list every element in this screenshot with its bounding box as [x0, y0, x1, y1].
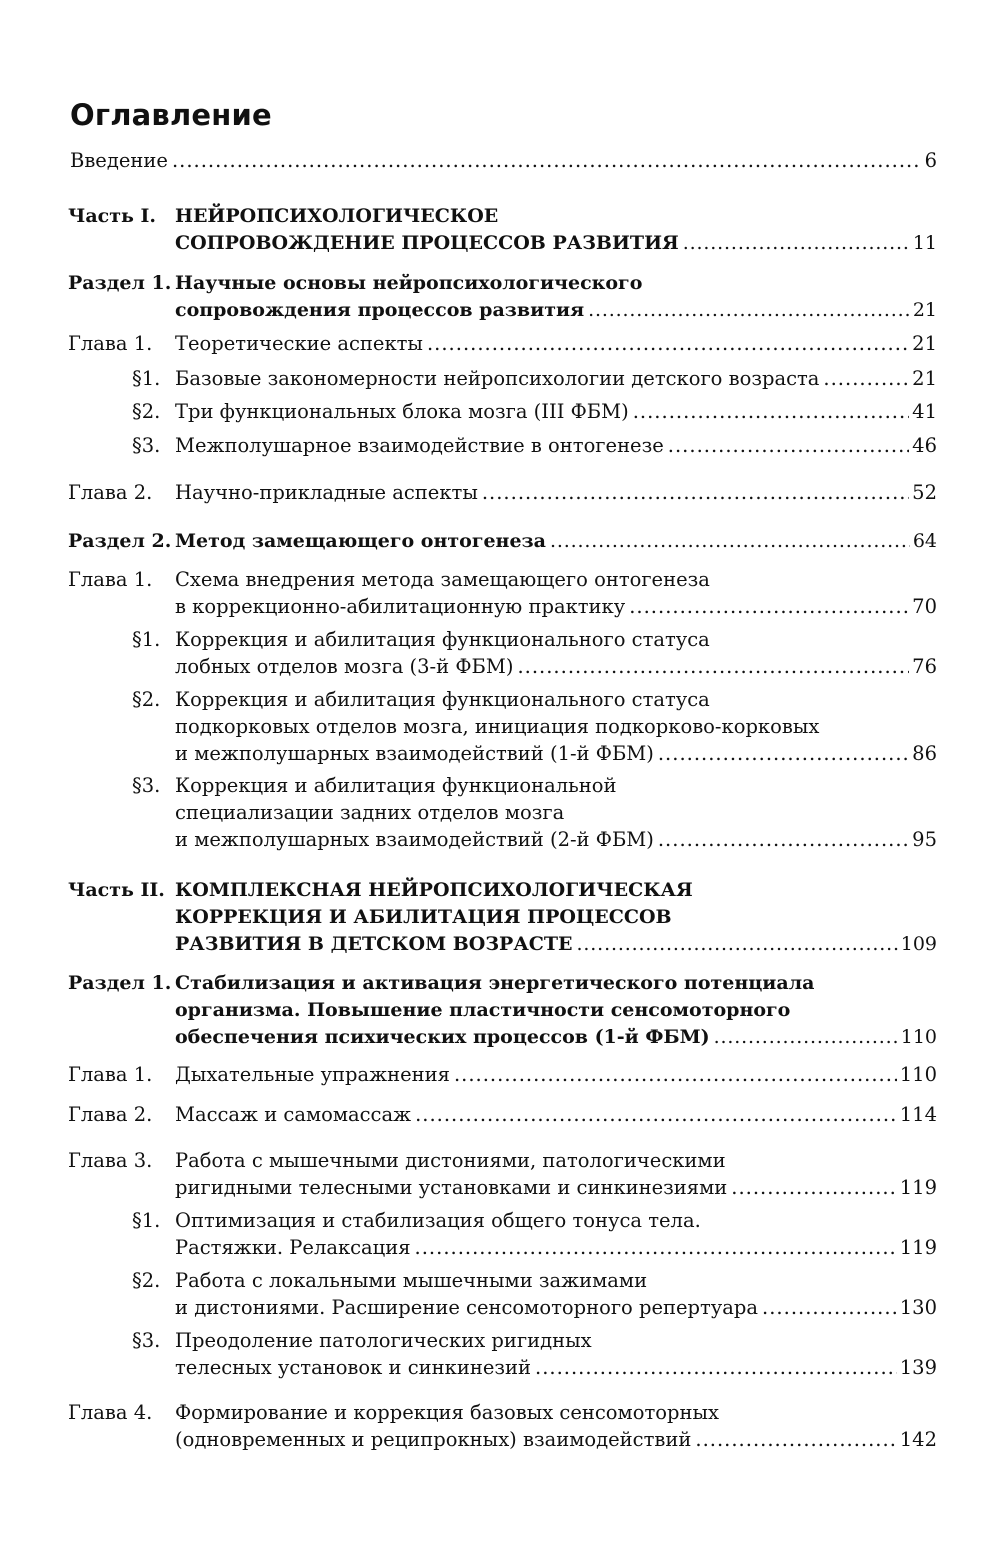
toc-entry-page: 119	[899, 1236, 937, 1259]
toc-entry-text: Дыхательные упражнения	[175, 1063, 450, 1086]
toc-entry-text: РАЗВИТИЯ В ДЕТСКОМ ВОЗРАСТЕ	[175, 933, 573, 955]
toc-entry-text: Работа с локальными мышечными зажимами	[175, 1269, 648, 1292]
toc-entry-text: подкорковых отделов мозга, инициация подкорково-корковых	[175, 715, 820, 738]
toc-entry-page: 46	[912, 434, 937, 457]
toc-entry-text: Формирование и коррекция базовых сенсомоторных	[175, 1401, 719, 1424]
toc-entry-text: Базовые закономерности нейропсихологии детского возраста	[175, 367, 820, 390]
dot-leader	[172, 147, 922, 174]
toc-entry-text: НЕЙРОПСИХОЛОГИЧЕСКОЕ	[175, 205, 499, 227]
dot-leader	[415, 1234, 897, 1261]
dot-leader	[454, 1061, 897, 1088]
toc-entry-label: Часть I.	[68, 205, 157, 227]
dot-leader	[823, 365, 909, 392]
toc-entry-label: Глава 1.	[68, 332, 153, 355]
toc-entry-text: организма. Повышение пластичности сенсомоторного	[175, 999, 791, 1021]
toc-entry-label: Раздел 2.	[68, 530, 172, 552]
toc-entry-page: 21	[912, 332, 937, 355]
toc-entry-page: 76	[912, 655, 937, 678]
toc-entry-text: лобных отделов мозга (3-й ФБМ)	[175, 655, 514, 678]
toc-entry-text: Теоретические аспекты	[175, 332, 423, 355]
dot-leader	[695, 1426, 896, 1453]
dot-leader	[588, 297, 910, 324]
toc-entry-text: Оптимизация и стабилизация общего тонуса тела.	[175, 1209, 701, 1232]
dot-leader	[714, 1024, 898, 1051]
toc-entry-page: 64	[912, 530, 937, 552]
toc-entry-label: §2.	[132, 400, 161, 423]
toc-entry-text: Схема внедрения метода замещающего онтогенеза	[175, 568, 710, 591]
toc-entry-page: 41	[912, 400, 937, 423]
dot-leader	[633, 398, 909, 425]
toc-entry-label: §3.	[132, 434, 161, 457]
toc-entry-text: (одновременных и реципрокных) взаимодействий	[175, 1428, 692, 1451]
toc-entry-label: Раздел 1.	[68, 972, 172, 994]
toc-entry-page: 21	[912, 299, 937, 321]
toc-entry-page: 86	[912, 742, 937, 765]
toc-entry-text: и межполушарных взаимодействий (2-й ФБМ)	[175, 828, 654, 851]
toc-entry-text: Стабилизация и активация энергетического потенциала	[175, 972, 815, 994]
toc-entry-page: 109	[900, 933, 937, 955]
dot-leader	[535, 1354, 897, 1381]
toc-entry-text: СОПРОВОЖДЕНИЕ ПРОЦЕССОВ РАЗВИТИЯ	[175, 232, 679, 254]
dot-leader	[482, 479, 909, 506]
toc-entry-text: Массаж и самомассаж	[175, 1103, 412, 1126]
toc-entry-text: Работа с мышечными дистониями, патологическими	[175, 1149, 726, 1172]
toc-entry-page: 114	[899, 1103, 937, 1126]
toc-entry-text: обеспечения психических процессов (1-й ФБМ)	[175, 1026, 710, 1048]
toc-entry-label: Глава 3.	[68, 1149, 153, 1172]
toc-entry-page: 110	[900, 1026, 937, 1048]
toc-entry-text: Преодоление патологических ригидных	[175, 1329, 592, 1352]
dot-leader	[415, 1101, 897, 1128]
toc-entry-label: §1.	[132, 628, 161, 651]
dot-leader	[550, 528, 910, 555]
toc-entry-page: 110	[899, 1063, 937, 1086]
toc-entry-label: §2.	[132, 688, 161, 711]
dot-leader	[668, 432, 909, 459]
toc-entry-label: Глава 1.	[68, 568, 153, 591]
toc-entry-text: Растяжки. Релаксация	[175, 1236, 411, 1259]
toc-entry-label: Глава 4.	[68, 1401, 153, 1424]
toc-entry-text: сопровождения процессов развития	[175, 299, 585, 321]
dot-leader	[658, 740, 909, 767]
toc-entry-label: §1.	[132, 367, 161, 390]
toc-entry-text: и межполушарных взаимодействий (1-й ФБМ)	[175, 742, 654, 765]
toc-entry-text: Коррекция и абилитация функционального статуса	[175, 628, 710, 651]
toc-entry-page: 52	[912, 481, 937, 504]
dot-leader	[427, 330, 909, 357]
toc-entry-page: 70	[912, 595, 937, 618]
toc-entry-label: Глава 2.	[68, 1103, 153, 1126]
toc-entry-label: §2.	[132, 1269, 161, 1292]
dot-leader	[517, 653, 909, 680]
dot-leader	[629, 593, 909, 620]
dot-leader	[683, 230, 910, 257]
toc-entry-page: 119	[899, 1176, 937, 1199]
toc-entry-text: специализации задних отделов мозга	[175, 801, 565, 824]
toc-entry-label: Глава 1.	[68, 1063, 153, 1086]
toc-entry-text: ригидными телесными установками и синкинезиями	[175, 1176, 728, 1199]
toc-entry-text: телесных установок и синкинезий	[175, 1356, 531, 1379]
toc-entry-text: КОРРЕКЦИЯ И АБИЛИТАЦИЯ ПРОЦЕССОВ	[175, 906, 672, 928]
toc-entry-page: 11	[912, 232, 937, 254]
page-title: Оглавление	[70, 98, 272, 132]
dot-leader	[762, 1294, 897, 1321]
toc-entry-text: в коррекционно-абилитационную практику	[175, 595, 626, 618]
toc-entry-text: Коррекция и абилитация функционального статуса	[175, 688, 710, 711]
toc-entry-text: Введение	[70, 149, 168, 172]
toc-entry-text: Коррекция и абилитация функциональной	[175, 774, 617, 797]
toc-entry-label: Раздел 1.	[68, 272, 172, 294]
dot-leader	[731, 1174, 897, 1201]
toc-entry-page: 21	[912, 367, 937, 390]
toc-entry-text: КОМПЛЕКСНАЯ НЕЙРОПСИХОЛОГИЧЕСКАЯ	[175, 879, 693, 901]
toc-entry-page: 6	[924, 149, 937, 172]
toc-entry-page: 142	[899, 1428, 937, 1451]
toc-entry-text: Межполушарное взаимодействие в онтогенезе	[175, 434, 664, 457]
toc-entry-label: Глава 2.	[68, 481, 153, 504]
toc-entry-text: Метод замещающего онтогенеза	[175, 530, 546, 552]
toc-entry-label: Часть II.	[68, 879, 165, 901]
toc-entry-label: §1.	[132, 1209, 161, 1232]
toc-entry-page: 130	[899, 1296, 937, 1319]
toc-entry-text: Научные основы нейропсихологического	[175, 272, 643, 294]
toc-entry-text: Научно-прикладные аспекты	[175, 481, 478, 504]
toc-entry-label: §3.	[132, 774, 161, 797]
dot-leader	[658, 826, 909, 853]
toc-entry-text: и дистониями. Расширение сенсомоторного репертуара	[175, 1296, 759, 1319]
toc-entry-page: 139	[899, 1356, 937, 1379]
dot-leader	[577, 931, 898, 958]
toc-entry-page: 95	[912, 828, 937, 851]
toc-entry-label: §3.	[132, 1329, 161, 1352]
toc-entry-text: Три функциональных блока мозга (III ФБМ)	[175, 400, 629, 423]
